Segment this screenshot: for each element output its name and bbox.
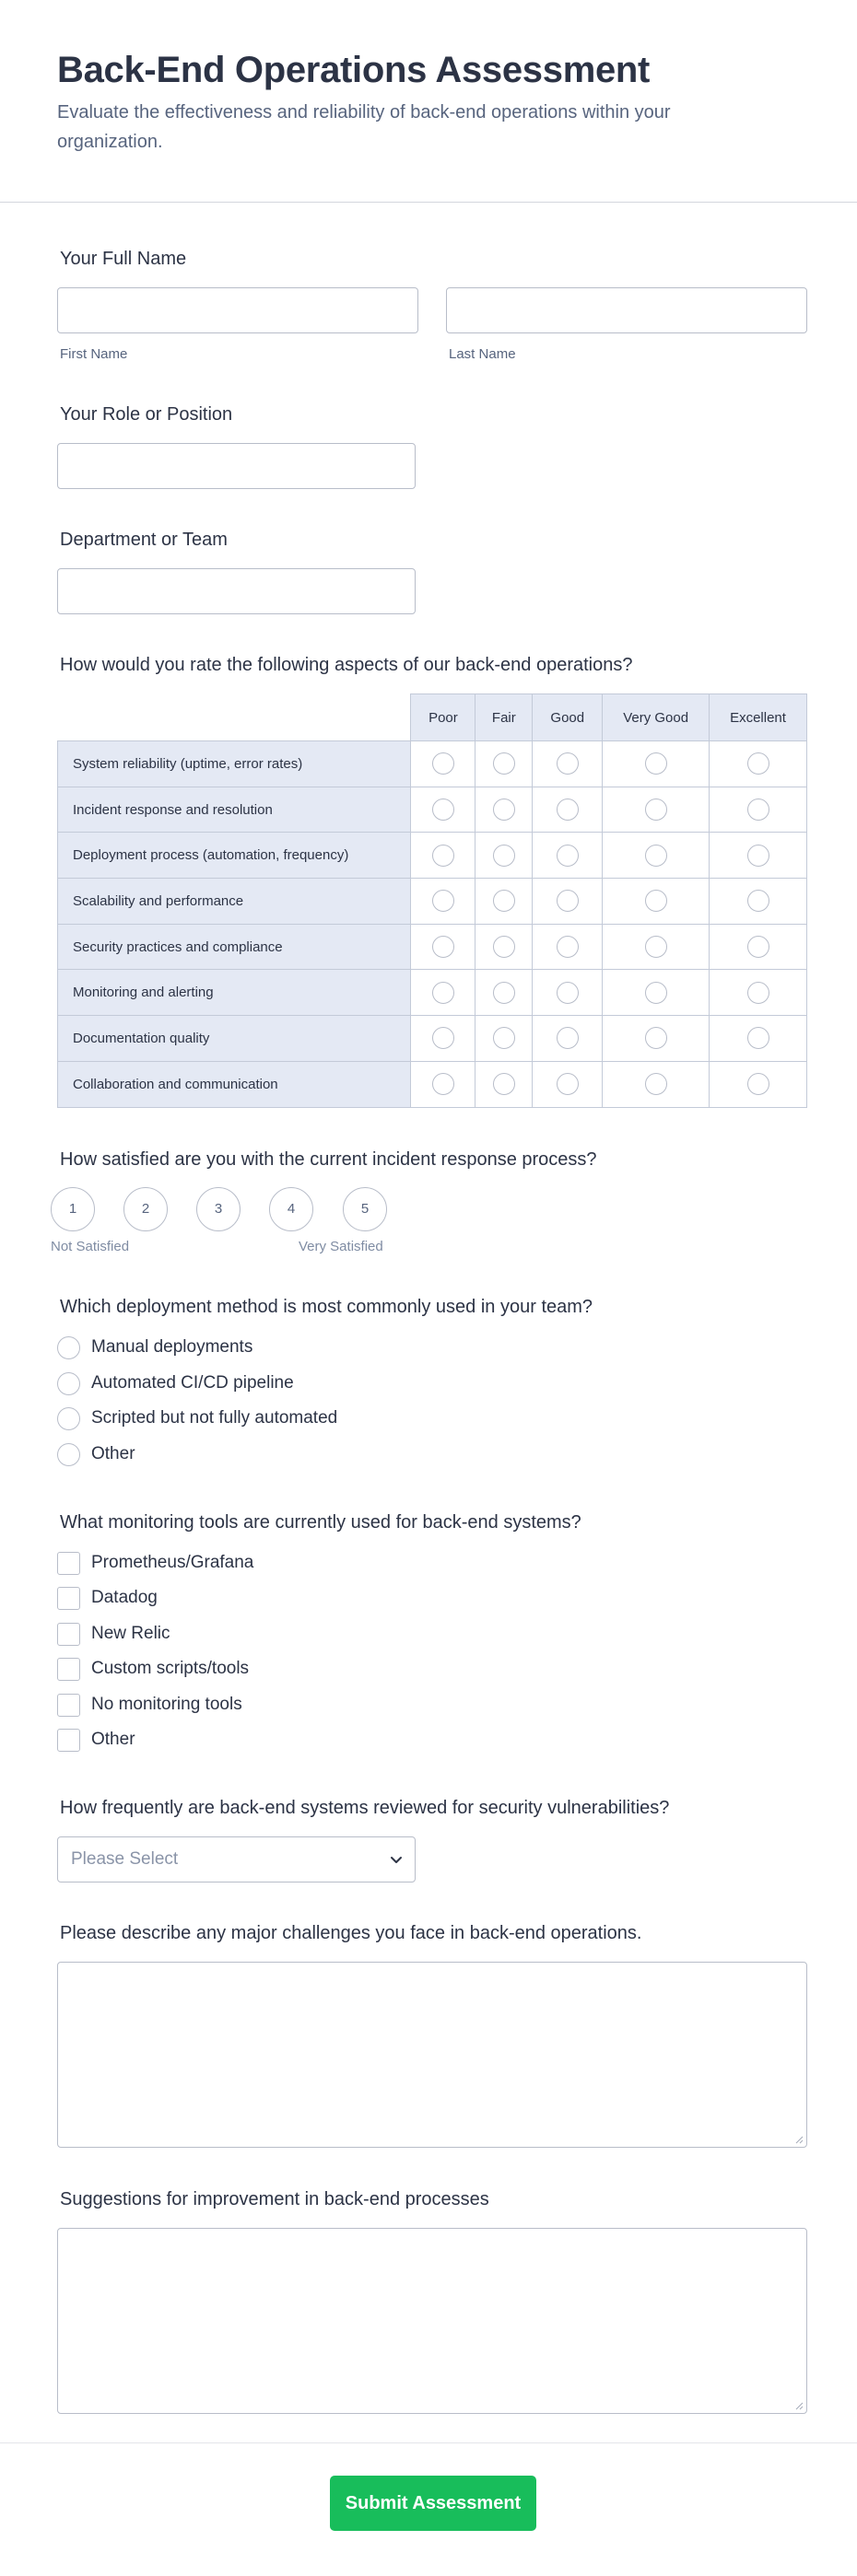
radio-button[interactable] — [57, 1372, 80, 1395]
matrix-cell[interactable] — [603, 879, 710, 925]
matrix-col-very-good: Very Good — [603, 694, 710, 741]
matrix-radio[interactable] — [557, 982, 579, 1004]
radio-button[interactable] — [57, 1443, 80, 1466]
matrix-cell[interactable] — [475, 833, 533, 879]
matrix-row — [58, 787, 807, 833]
matrix-row-label: Documentation quality — [58, 1016, 411, 1062]
role-label: Your Role or Position — [60, 404, 233, 425]
monitoring-label: What monitoring tools are currently used for back-end systems? — [60, 1512, 581, 1533]
scale-option-2[interactable]: 2 — [123, 1187, 168, 1231]
matrix-radio[interactable] — [432, 936, 454, 958]
matrix-radio[interactable] — [432, 845, 454, 867]
matrix-row — [58, 1016, 807, 1062]
matrix-col-poor: Poor — [411, 694, 475, 741]
challenges-label: Please describe any major challenges you face in back-end operations. — [60, 1923, 642, 1943]
matrix-cell[interactable] — [603, 970, 710, 1016]
matrix-radio[interactable] — [493, 845, 515, 867]
first-name-sublabel: First Name — [60, 346, 128, 362]
matrix-radio[interactable] — [645, 890, 667, 912]
matrix-row-label: Security practices and compliance — [58, 924, 411, 970]
satisfaction-label: How satisfied are you with the current incident response process? — [60, 1149, 597, 1170]
matrix-radio[interactable] — [493, 1027, 515, 1049]
first-name-input[interactable] — [57, 287, 418, 333]
matrix-cell[interactable] — [603, 787, 710, 833]
matrix-cell[interactable] — [710, 787, 807, 833]
matrix-radio[interactable] — [493, 752, 515, 775]
matrix-row-label: System reliability (uptime, error rates) — [58, 741, 411, 787]
matrix-header-row — [58, 694, 807, 741]
matrix-cell[interactable] — [411, 741, 475, 787]
scale-high-caption: Very Satisfied — [299, 1239, 383, 1254]
matrix-radio[interactable] — [747, 1073, 769, 1095]
option-label: Prometheus/Grafana — [91, 1553, 254, 1572]
matrix-radio[interactable] — [747, 798, 769, 821]
matrix-cell[interactable] — [533, 970, 603, 1016]
matrix-cell[interactable] — [475, 787, 533, 833]
select-placeholder: Please Select — [71, 1849, 179, 1869]
matrix-row — [58, 879, 807, 925]
option-label: No monitoring tools — [91, 1695, 242, 1714]
matrix-radio[interactable] — [557, 798, 579, 821]
matrix-cell[interactable] — [710, 924, 807, 970]
matrix-cell[interactable] — [533, 787, 603, 833]
matrix-radio[interactable] — [432, 752, 454, 775]
matrix-row — [58, 1061, 807, 1107]
matrix-radio[interactable] — [493, 936, 515, 958]
matrix-cell[interactable] — [710, 833, 807, 879]
matrix-cell[interactable] — [475, 1061, 533, 1107]
matrix-radio[interactable] — [432, 1073, 454, 1095]
suggestions-label: Suggestions for improvement in back-end processes — [60, 2189, 489, 2209]
matrix-cell[interactable] — [603, 833, 710, 879]
monitoring-option[interactable] — [57, 1549, 253, 1577]
matrix-radio[interactable] — [493, 982, 515, 1004]
matrix-row — [58, 741, 807, 787]
checkbox[interactable] — [57, 1658, 80, 1681]
matrix-question-label: How would you rate the following aspects of our back-end operations? — [60, 655, 633, 675]
matrix-radio[interactable] — [557, 1027, 579, 1049]
matrix-cell[interactable] — [411, 1061, 475, 1107]
matrix-row — [58, 924, 807, 970]
checkbox[interactable] — [57, 1729, 80, 1752]
option-label: Scripted but not fully automated — [91, 1408, 338, 1428]
department-label: Department or Team — [60, 530, 228, 550]
scale-option-4[interactable]: 4 — [269, 1187, 313, 1231]
matrix-row-label: Deployment process (automation, frequency) — [58, 833, 411, 879]
matrix-radio[interactable] — [645, 936, 667, 958]
matrix-radio[interactable] — [747, 936, 769, 958]
matrix-cell[interactable] — [411, 1016, 475, 1062]
matrix-cell[interactable] — [411, 879, 475, 925]
matrix-row-label: Monitoring and alerting — [58, 970, 411, 1016]
resize-grip-icon[interactable] — [794, 2401, 804, 2410]
radio-button[interactable] — [57, 1407, 80, 1430]
role-input[interactable] — [57, 443, 416, 489]
matrix-cell[interactable] — [710, 1016, 807, 1062]
matrix-radio[interactable] — [645, 982, 667, 1004]
matrix-cell[interactable] — [533, 833, 603, 879]
suggestions-textarea[interactable] — [57, 2228, 807, 2414]
matrix-cell[interactable] — [475, 924, 533, 970]
matrix-col-good: Good — [533, 694, 603, 741]
matrix-cell[interactable] — [533, 741, 603, 787]
matrix-radio[interactable] — [557, 890, 579, 912]
matrix-cell[interactable] — [475, 741, 533, 787]
deployment-option[interactable] — [57, 1370, 294, 1397]
scale-option-1[interactable]: 1 — [51, 1187, 95, 1231]
chevron-down-icon — [387, 1850, 405, 1869]
monitoring-option[interactable] — [57, 1691, 242, 1719]
matrix-col-fair: Fair — [475, 694, 533, 741]
matrix-radio[interactable] — [432, 1027, 454, 1049]
matrix-cell[interactable] — [411, 833, 475, 879]
checkbox[interactable] — [57, 1552, 80, 1575]
matrix-radio[interactable] — [493, 798, 515, 821]
deployment-label: Which deployment method is most commonly used in your team? — [60, 1297, 593, 1317]
matrix-radio[interactable] — [645, 845, 667, 867]
matrix-radio[interactable] — [432, 798, 454, 821]
rating-matrix — [57, 694, 807, 1108]
matrix-radio[interactable] — [645, 1027, 667, 1049]
matrix-row-label: Incident response and resolution — [58, 787, 411, 833]
matrix-corner — [58, 694, 411, 741]
matrix-cell[interactable] — [603, 741, 710, 787]
scale-low-caption: Not Satisfied — [51, 1239, 130, 1254]
option-label: Automated CI/CD pipeline — [91, 1373, 294, 1393]
checkbox[interactable] — [57, 1587, 80, 1610]
option-label: New Relic — [91, 1624, 170, 1643]
full-name-label: Your Full Name — [60, 249, 187, 269]
matrix-radio[interactable] — [645, 752, 667, 775]
matrix-col-excellent: Excellent — [710, 694, 807, 741]
matrix-cell[interactable] — [603, 1061, 710, 1107]
option-label: Other — [91, 1444, 135, 1463]
option-label: Custom scripts/tools — [91, 1659, 250, 1678]
last-name-sublabel: Last Name — [449, 346, 516, 362]
monitoring-option[interactable] — [57, 1584, 158, 1612]
scale-option-3[interactable]: 3 — [196, 1187, 241, 1231]
matrix-radio[interactable] — [432, 890, 454, 912]
option-label: Manual deployments — [91, 1337, 253, 1357]
matrix-cell[interactable] — [475, 879, 533, 925]
matrix-cell[interactable] — [475, 970, 533, 1016]
matrix-cell[interactable] — [603, 1016, 710, 1062]
monitoring-option[interactable] — [57, 1655, 249, 1683]
monitoring-option[interactable] — [57, 1620, 170, 1648]
challenges-textarea[interactable] — [57, 1962, 807, 2148]
resize-grip-icon[interactable] — [794, 2135, 804, 2144]
matrix-cell[interactable] — [710, 970, 807, 1016]
security-review-label: How frequently are back-end systems reviewed for security vulnerabilities? — [60, 1798, 670, 1818]
matrix-cell[interactable] — [411, 970, 475, 1016]
matrix-cell[interactable] — [710, 879, 807, 925]
matrix-radio[interactable] — [493, 1073, 515, 1095]
matrix-cell[interactable] — [533, 879, 603, 925]
monitoring-option[interactable] — [57, 1726, 135, 1754]
page-subtitle: Evaluate the effectiveness and reliability of back-end operations within your organization. — [57, 102, 671, 152]
matrix-radio[interactable] — [747, 845, 769, 867]
deployment-option[interactable] — [57, 1440, 135, 1468]
matrix-row — [58, 833, 807, 879]
matrix-radio[interactable] — [747, 890, 769, 912]
checkbox[interactable] — [57, 1694, 80, 1717]
matrix-cell[interactable] — [411, 787, 475, 833]
matrix-radio[interactable] — [747, 1027, 769, 1049]
matrix-cell[interactable] — [533, 1016, 603, 1062]
matrix-radio[interactable] — [493, 890, 515, 912]
matrix-radio[interactable] — [557, 752, 579, 775]
checkbox[interactable] — [57, 1623, 80, 1646]
matrix-cell[interactable] — [475, 1016, 533, 1062]
matrix-radio[interactable] — [432, 982, 454, 1004]
option-label: Other — [91, 1730, 135, 1749]
matrix-radio[interactable] — [747, 752, 769, 775]
matrix-row — [58, 970, 807, 1016]
matrix-row-label: Collaboration and communication — [58, 1061, 411, 1107]
option-label: Datadog — [91, 1588, 158, 1607]
form-header — [0, 0, 857, 203]
matrix-cell[interactable] — [603, 924, 710, 970]
security-review-select[interactable] — [57, 1836, 416, 1882]
last-name-input[interactable] — [446, 287, 807, 333]
page-title: Back-End Operations Assessment — [57, 50, 651, 90]
matrix-cell[interactable] — [533, 1061, 603, 1107]
deployment-option[interactable] — [57, 1405, 337, 1432]
radio-button[interactable] — [57, 1336, 80, 1359]
submit-button[interactable]: Submit Assessment — [330, 2476, 536, 2531]
scale-option-5[interactable]: 5 — [343, 1187, 387, 1231]
matrix-radio[interactable] — [645, 798, 667, 821]
matrix-radio[interactable] — [747, 982, 769, 1004]
matrix-radio[interactable] — [557, 936, 579, 958]
matrix-cell[interactable] — [533, 924, 603, 970]
footer-divider — [0, 2442, 857, 2443]
matrix-cell[interactable] — [411, 924, 475, 970]
matrix-radio[interactable] — [557, 845, 579, 867]
matrix-radio[interactable] — [645, 1073, 667, 1095]
matrix-cell[interactable] — [710, 741, 807, 787]
deployment-option[interactable] — [57, 1334, 252, 1361]
department-input[interactable] — [57, 568, 416, 614]
matrix-cell[interactable] — [710, 1061, 807, 1107]
matrix-radio[interactable] — [557, 1073, 579, 1095]
matrix-row-label: Scalability and performance — [58, 879, 411, 925]
